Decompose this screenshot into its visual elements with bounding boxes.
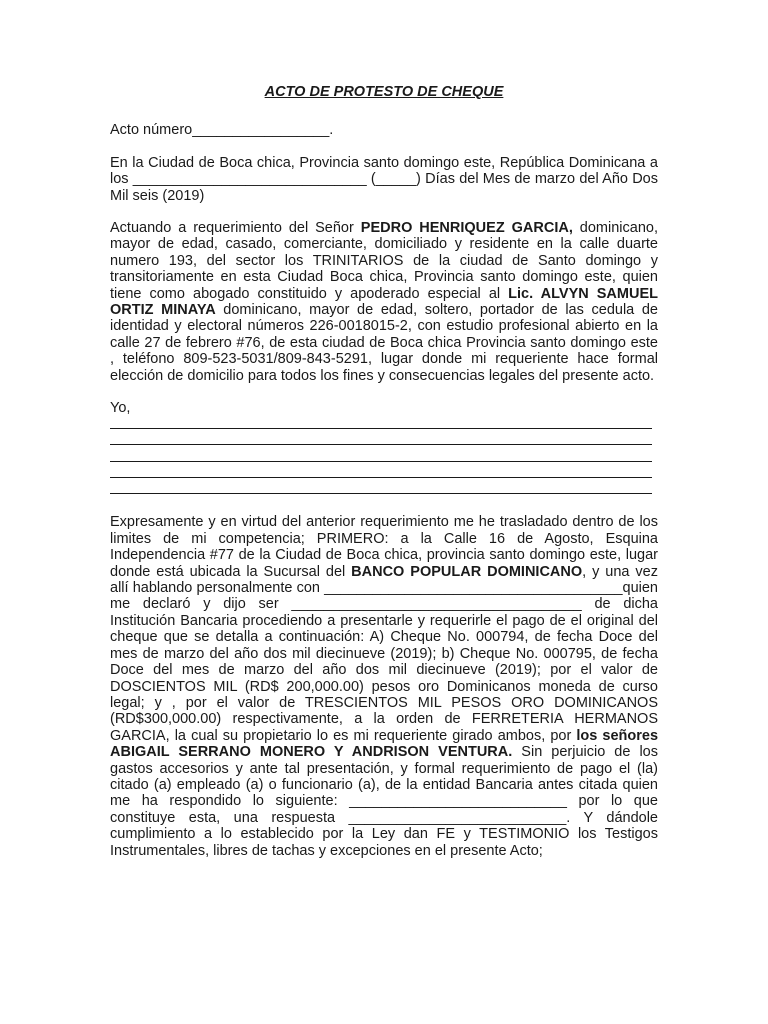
- paragraph-requerimiento: [110, 220, 658, 384]
- requerimiento-text-1: Actuando a requerimiento del Señor: [110, 220, 361, 237]
- blank-line: [110, 429, 652, 445]
- girado-names: los señores ABIGAIL SERRANO MONERO Y ANDRISON VENTURA.: [110, 727, 659, 761]
- blank-line: [110, 413, 652, 429]
- document-title: ACTO DE PROTESTO DE CHEQUE: [264, 84, 504, 100]
- paragraph-traslado: [110, 514, 658, 859]
- yo-label: Yo,: [110, 400, 131, 417]
- requerimiento-text-2: dominicano, mayor de edad, casado, comerciante, domiciliado y residente en la calle duarte numero 193, del sector los TRINITARIOS de la ciudad de Santo domingo y transitoriamente en esta Ciudad Boca chica, Provincia santo domingo este, quien tiene como abogado constituido y apoderado especial al: [110, 220, 658, 302]
- traslado-text-3: Sin perjuicio de los gastos accesorios y ante tal presentación, y formal requerimiento de pago el (la) citado (a) empleado (a) o funcionario (a), de la entidad Bancaria antes citada quien me ha respondido lo siguiente: ___________________________ por lo que constituye esta, una respuesta ___________________________. Y dándole cumplimiento a lo establecido por la Ley dan FE y TESTIMONIO los Testigos Instrumentales, libres de tachas y excepciones en el presente Acto;: [110, 744, 658, 859]
- blank-line: [110, 478, 652, 494]
- blank-line: [110, 445, 652, 461]
- banco-name: BANCO POPULAR DOMINICANO: [351, 563, 583, 580]
- alguacil-blank-lines: [110, 417, 658, 499]
- document-body: [110, 84, 658, 875]
- traslado-text-1: Expresamente y en virtud del anterior requerimiento me he trasladado dentro de los limites de mi competencia; PRIMERO: a la Calle 16 de Agosto, Esquina Independencia #77 de la Ciudad de Boca chica, provincia santo domingo este, lugar donde está ubicada la Sucursal del: [110, 514, 658, 580]
- acto-numero-line: Acto número_________________.: [110, 122, 334, 139]
- abogado-name: Lic. ALVYN SAMUEL ORTIZ MINAYA: [110, 285, 658, 319]
- traslado-text-2: , y una vez allí hablando personalmente con _____________________________________quien me declaró y dijo ser ____________________________________ de dicha Institución Bancaria procediendo a presentarle y requerirle el pago de el original del cheque que se detalla a continuación: A) Cheque No. 000794, de fecha Doce del mes de marzo del año dos mil diecinueve (2019); b) Cheque No. 000795, de fecha Doce del mes de marzo del año dos mil diecinueve (2019); por el valor de DOSCIENTOS MIL (RD$ 200,000.00) pesos oro Dominicanos moneda de curso legal; y , por el valor de TRESCIENTOS MIL PESOS ORO DOMINICANOS (RD$300,000.00) respectivamente, a la orden de FERRETERIA HERMANOS GARCIA, la cual su propietario lo es mi requeriente girado ambos, por: [110, 563, 658, 744]
- paragraph-lugar-fecha: En la Ciudad de Boca chica, Provincia santo domingo este, República Dominicana a los _____________________________ (_____) Días del Mes de marzo del Año Dos Mil seis (2019): [110, 154, 658, 204]
- requerimiento-text-3: dominicano, mayor de edad, soltero, portador de las cedula de identidad y electoral números 226-0018015-2, con estudio profesional abierto en la calle 27 de febrero #76, de esta ciudad de Boca chica Provincia santo domingo este , teléfono 809-523-5031/809-843-5291, lugar donde mi requeriente hace formal elección de domicilio para todos los fines y consecuencias legales del presente acto.: [110, 302, 658, 384]
- requeriente-name: PEDRO HENRIQUEZ GARCIA,: [360, 220, 573, 237]
- blank-line: [110, 462, 652, 478]
